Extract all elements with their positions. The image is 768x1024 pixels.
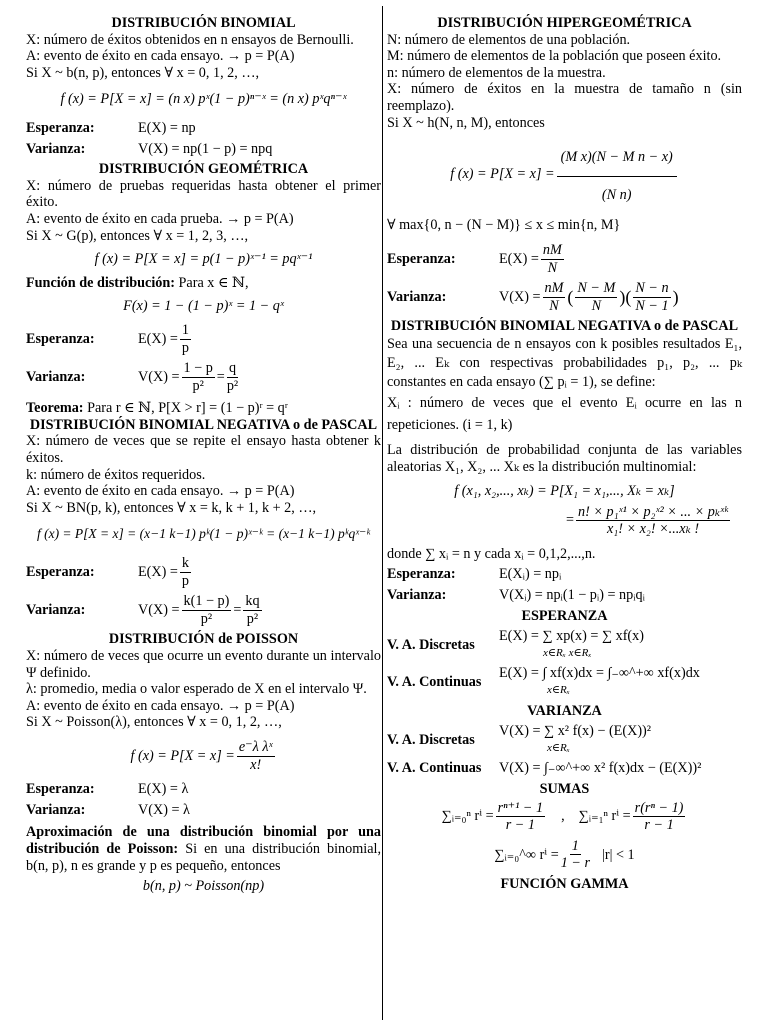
fraction	[496, 800, 546, 834]
gamma-title: FUNCIÓN GAMMA	[500, 875, 629, 892]
numerator: N − M	[577, 280, 616, 297]
poisson-variance	[26, 802, 381, 819]
poisson-expectation	[26, 781, 381, 798]
hyper-expectation	[387, 242, 742, 276]
multinomial-title: DISTRIBUCIÓN BINOMIAL NEGATIVA o de PASCAL	[390, 318, 739, 335]
denominator: x₁! × x₂! ×...xₖ !	[606, 521, 700, 538]
multinomial-pmf-2: = $\frac{\text{n! × p₁ˣ¹ × p₂ˣ² × ... × pₖˣᵏ}}{\text{x₁! × x₂! ×...xₖ !}}$	[566, 503, 728, 538]
hypergeometric-title: DISTRIBUCIÓN HIPERGEOMÉTRICA	[437, 15, 692, 31]
variance-title: VARIANZA	[527, 702, 602, 719]
formula: E(Xᵢ) = npᵢ	[499, 566, 562, 583]
hyper-pmf	[387, 145, 742, 203]
numerator: k(1 − p)	[183, 593, 230, 610]
sum-2-lhs: ∑ᵢ₌₁ⁿ rⁱ =	[578, 808, 631, 825]
lhs: V(X) =	[499, 288, 541, 305]
variance-continuous	[387, 760, 742, 777]
geometric-a-def: A: evento de éxito en cada prueba. → p = P(A)	[26, 210, 294, 227]
denominator: 1 − r	[560, 855, 590, 872]
approximation-text: Si en una distribución binomial, b(n, p), n es grande y p es pequeño, entonces	[26, 840, 381, 874]
numerator: r(rⁿ − 1)	[634, 799, 684, 816]
formula: E(X) = λ	[138, 781, 189, 798]
label: Esperanza:	[387, 250, 456, 267]
label: Esperanza:	[26, 119, 95, 136]
hyper-x-def: X: número de éxitos en la muestra de tamaño n (sin reemplazo).	[387, 81, 742, 114]
poisson-lambda-def: λ: promedio, media o valor esperado de X en el intervalo Ψ.	[26, 681, 367, 698]
numerator: kq	[245, 593, 260, 610]
numerator: k	[181, 555, 190, 572]
subscript: x∈Rₓ	[547, 684, 570, 697]
multinomial-pmf: f (x₁, x₂,..., xₖ) = P[X₁ = x₁,..., Xₖ = xₖ]	[454, 483, 675, 500]
geometric-variance: Varianza: V(X) = $\frac{1 - p}{\text{p²}}$ = $\frac{q}{\text{p²}}$	[26, 360, 239, 394]
poisson-title: DISTRIBUCIÓN de POISSON	[108, 631, 299, 648]
denominator: r − 1	[505, 817, 535, 834]
numerator: nM	[544, 280, 564, 297]
label: Esperanza:	[26, 563, 95, 580]
fraction	[633, 800, 686, 834]
sum-3-lhs: ∑ᵢ₌₀^∞ rⁱ =	[494, 846, 559, 863]
hyper-variance: Varianza: V(X) = $\frac{nM}{N}$ ( $\frac{N - M}{N}$ ) ( $\frac{N - n}{N - 1}$ )	[387, 280, 679, 314]
denominator: p	[181, 339, 190, 356]
numerator: nM	[542, 241, 562, 258]
neg-binomial-k-def: k: número de éxitos requeridos.	[26, 466, 206, 483]
subscript: x∈Rₓ	[547, 741, 570, 754]
hyper-si: Si X ~ h(N, n, M), entonces	[387, 114, 545, 131]
denominator: p²	[246, 610, 259, 627]
numerator: 1	[571, 837, 579, 854]
label: V. A. Discretas	[387, 731, 475, 748]
fraction	[541, 242, 564, 276]
denominator: p²	[200, 610, 213, 627]
neg-binomial-title: DISTRIBUCIÓN BINOMIAL NEGATIVA o de PASCAL	[29, 416, 378, 433]
geometric-x-def: X: número de pruebas requeridas hasta obtener el primer éxito.	[26, 177, 381, 211]
binomial-expectation	[26, 120, 381, 137]
geometric-cdf-text: Para x ∈ ℕ,	[178, 274, 249, 291]
fraction	[180, 322, 191, 356]
numerator: e⁻λ λˣ	[238, 738, 273, 755]
fraction	[576, 504, 730, 538]
expectation-discrete	[387, 628, 742, 661]
binomial-variance	[26, 141, 381, 158]
label: Esperanza:	[26, 330, 95, 347]
neg-binomial-si: Si X ~ BN(p, k), entonces ∀ x = k, k + 1, k + 2, …,	[26, 499, 317, 516]
denominator: x!	[250, 756, 262, 773]
formula: E(X) = np	[138, 119, 196, 136]
numerator: n! × p₁ˣ¹ × p₂ˣ² × ... × pₖˣᵏ	[578, 503, 728, 520]
neg-binomial-expectation	[26, 555, 381, 589]
label: Varianza:	[26, 140, 86, 157]
right-column	[387, 0, 742, 893]
binomial-a-def: A: evento de éxito en cada ensayo. → p = P(A)	[26, 48, 295, 65]
label: Varianza:	[387, 288, 447, 305]
geometric-pmf: f (x) = P[X = x] = p(1 − p)ˣ⁻¹ = pqˣ⁻¹	[94, 251, 313, 268]
numerator: (M x)(N − M n − x)	[557, 145, 677, 177]
denominator: N	[547, 259, 558, 276]
hyper-n-def: n: número de elementos de la muestra.	[387, 64, 606, 81]
binomial-pmf: f (x) = P[X = x] = (n x) pˣ(1 − p)ⁿ⁻ˣ = (n x) pˣqⁿ⁻ˣ	[60, 91, 347, 108]
lhs: E(X) =	[138, 563, 178, 580]
fraction	[182, 593, 232, 627]
geometric-expectation	[26, 322, 381, 356]
denominator: N	[549, 297, 559, 314]
denominator: p	[181, 572, 190, 589]
geometric-title: DISTRIBUCIÓN GEOMÉTRICA	[98, 161, 309, 178]
numerator: N − n	[635, 280, 669, 297]
denominator: r − 1	[644, 817, 674, 834]
numerator: 1 − p	[183, 360, 213, 377]
label: V. A. Continuas	[387, 673, 482, 690]
neg-binomial-variance: Varianza: V(X) = $\frac{k(1 - p)}{\text{p²}}$ = $\frac{kq}{\text{p²}}$	[26, 593, 260, 627]
label: Varianza:	[26, 801, 86, 818]
expectation-title: ESPERANZA	[521, 607, 608, 624]
label: Varianza:	[26, 602, 86, 619]
fraction	[557, 145, 677, 203]
fraction	[543, 280, 566, 314]
multinomial-expectation	[387, 566, 742, 583]
lhs: V(X) =	[138, 602, 180, 619]
formula: E(X) = ∑ xp(x) = ∑ xf(x)	[499, 628, 644, 645]
geometric-cdf-label: Función de distribución:	[26, 274, 175, 291]
lhs: E(X) =	[499, 250, 539, 267]
label: Varianza:	[387, 587, 447, 604]
fraction	[575, 280, 617, 314]
denominator: (N n)	[601, 186, 632, 203]
fraction	[633, 280, 670, 314]
fraction	[561, 838, 590, 872]
numerator: 1	[181, 321, 190, 338]
formula: V(X) = λ	[138, 801, 190, 818]
multinomial-where: donde ∑ xᵢ = n y cada xᵢ = 0,1,2,...,n.	[387, 545, 596, 562]
multinomial-text-3: La distribución de probabilidad conjunta de las variables aleatorias X₁, X₂, ... Xₖ es la distribución multinomial:	[387, 441, 742, 475]
approximation-formula: b(n, p) ~ Poisson(np)	[142, 878, 265, 895]
denominator: p²	[192, 377, 204, 394]
neg-binomial-a-def: A: evento de éxito en cada ensayo. → p = P(A)	[26, 483, 295, 500]
label: Varianza:	[26, 368, 86, 385]
denominator: N	[591, 297, 602, 314]
hyper-M-def: M: número de elementos de la población que poseen éxito.	[387, 48, 722, 65]
sums-title: SUMAS	[539, 781, 590, 797]
numerator: q	[228, 360, 237, 377]
geometric-cdf: F(x) = 1 − (1 − p)ˣ = 1 − qˣ	[123, 298, 284, 315]
multinomial-variance	[387, 587, 742, 604]
neg-binomial-x-def: X: número de veces que se repite el ensayo hasta obtener k éxitos.	[26, 433, 381, 467]
numerator: rⁿ⁺¹ − 1	[497, 799, 544, 816]
poisson-si: Si X ~ Poisson(λ), entonces ∀ x = 0, 1, 2, …,	[26, 714, 282, 731]
fraction	[237, 739, 275, 773]
expectation-continuous	[387, 665, 742, 698]
left-column	[26, 0, 381, 899]
neg-binomial-pmf: f (x) = P[X = x] = (x−1 k−1) pᵏ(1 − p)ˣ⁻ᵏ = (x−1 k−1) pᵏqˣ⁻ᵏ	[36, 526, 371, 542]
label: V. A. Continuas	[387, 760, 482, 777]
theorem-text: Para r ∈ ℕ, P[X > r] = (1 − p)ʳ = qʳ	[87, 400, 288, 417]
approximation-title: Aproximación de una distribución binomial por una distribución de Poisson:	[26, 824, 381, 857]
fraction	[180, 555, 191, 589]
fraction	[182, 360, 215, 394]
label: Esperanza:	[387, 566, 456, 583]
fraction	[227, 360, 238, 394]
lhs: E(X) =	[138, 330, 178, 347]
binomial-si: Si X ~ b(n, p), entonces ∀ x = 0, 1, 2, …,	[26, 64, 260, 81]
hyper-N-def: N: número de elementos de una población.	[387, 31, 631, 48]
poisson-a-def: A: evento de éxito en cada ensayo. → p = P(A)	[26, 697, 295, 714]
formula: E(X) = ∫ xf(x)dx = ∫₋∞^+∞ xf(x)dx	[499, 665, 700, 682]
sum-1-lhs: ∑ᵢ₌₀ⁿ rⁱ =	[441, 808, 494, 825]
fraction	[243, 593, 261, 627]
denominator: N − 1	[635, 297, 669, 314]
denominator: p²	[226, 377, 239, 394]
formula: V(Xᵢ) = npᵢ(1 − pᵢ) = npᵢqᵢ	[499, 587, 645, 604]
multinomial-text-1: Sea una secuencia de n ensayos con k posibles resultados E₁, E₂, ... Eₖ con respectivas probabilidades p₁, p₂, ... pₖ constantes en cada ensayo (∑ pᵢ = 1), se define:	[387, 335, 742, 390]
lhs: V(X) =	[138, 368, 180, 385]
sums-row-1: ∑ᵢ₌₀ⁿ rⁱ = $\frac{\text{rⁿ⁺¹ − 1}}{r - 1}$ , ∑ᵢ₌₁ⁿ rⁱ = $\frac{\text{r(rⁿ − 1)}}{r - 1}$	[441, 799, 684, 834]
sum-3-condition: |r| < 1	[602, 846, 635, 863]
lhs: f (x) = P[X = x] =	[450, 165, 555, 182]
column-divider	[382, 6, 383, 1020]
label: Esperanza:	[26, 781, 95, 798]
lhs: f (x) = P[X = x] =	[130, 747, 235, 764]
binomial-x-def: X: número de éxitos obtenidos en n ensayos de Bernoulli.	[26, 31, 354, 48]
geometric-si: Si X ~ G(p), entonces ∀ x = 1, 2, 3, …,	[26, 227, 249, 244]
sums-row-2	[387, 838, 742, 872]
binomial-title: DISTRIBUCIÓN BINOMIAL	[111, 15, 296, 31]
multinomial-text-2: Xᵢ : número de veces que el evento Eᵢ ocurre en las n repeticiones. (i = 1, k)	[387, 394, 742, 433]
poisson-x-def: X: número de veces que ocurre un evento durante un intervalo Ψ definido.	[26, 648, 381, 681]
theorem-label: Teorema:	[26, 400, 84, 417]
formula: V(X) = ∑ x² f(x) − (E(X))²	[499, 723, 652, 740]
label: V. A. Discretas	[387, 636, 475, 653]
variance-discrete	[387, 723, 742, 756]
formula: V(X) = ∫₋∞^+∞ x² f(x)dx − (E(X))²	[499, 760, 702, 777]
hyper-range: ∀ max{0, n − (N − M)} ≤ x ≤ min{n, M}	[387, 217, 621, 234]
poisson-pmf	[26, 739, 381, 773]
subscript: x∈Rₓ x∈Rₓ	[543, 646, 592, 659]
formula: V(X) = np(1 − p) = npq	[138, 140, 273, 157]
